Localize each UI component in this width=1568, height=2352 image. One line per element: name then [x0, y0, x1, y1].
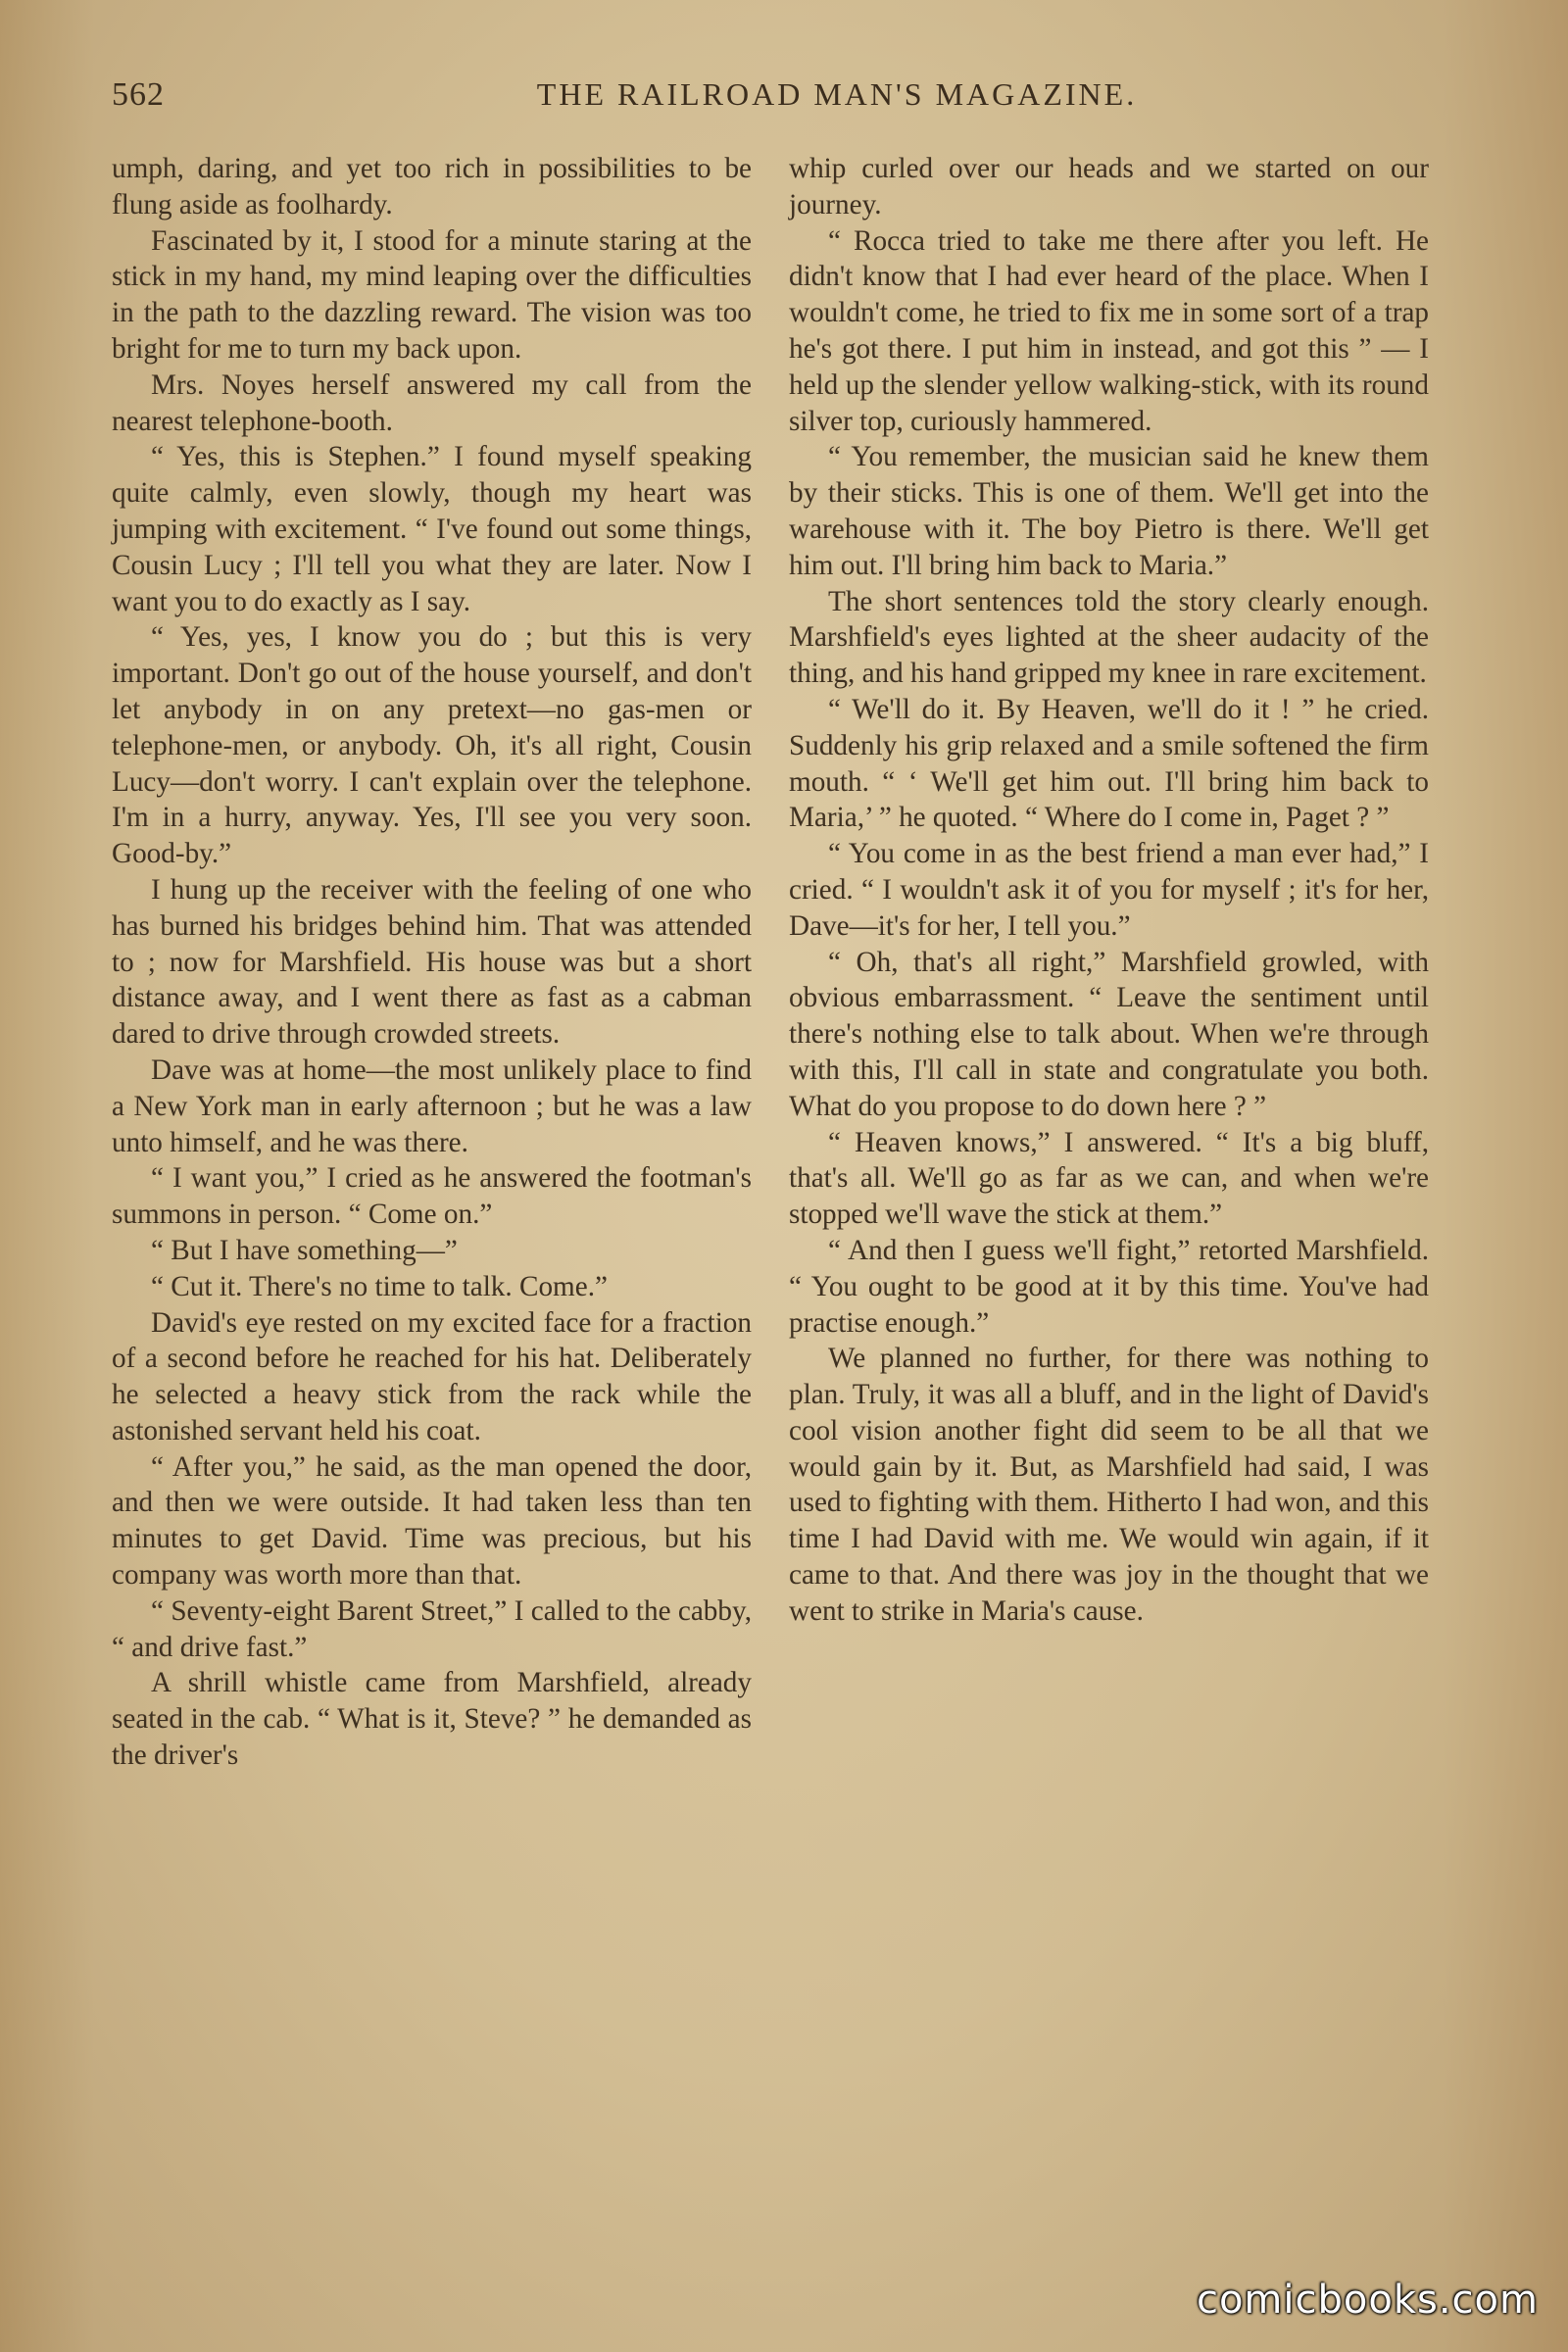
paragraph: Fascinated by it, I stood for a minute staring at the stick in my hand, my mind leaping over the difficulties in the path to the dazzling reward. The vision was too bright for me to turn my back upon.: [112, 224, 752, 365]
paragraph: “ But I have something—”: [151, 1234, 458, 1266]
paragraph: “ I want you,” I cried as he answered the footman's summons in person. “ Come on.”: [112, 1162, 752, 1231]
left-column: [112, 151, 752, 1774]
site-watermark: comicbooks.com: [1196, 2278, 1539, 2323]
paragraph: “ Cut it. There's no time to talk. Come.”: [151, 1270, 608, 1302]
paragraph: umph, daring, and yet too rich in possibilities to be flung aside as foolhardy.: [112, 153, 752, 220]
paragraph: “ After you,” he said, as the man opened the door, and then we were outside. It had taken less than ten minutes to get David. Time was precious, but his company was worth more than that.: [112, 1450, 752, 1592]
page-header: [112, 76, 1425, 125]
paragraph: “ Seventy-eight Barent Street,” I called to the cabby, “ and drive fast.”: [112, 1594, 752, 1663]
paragraph: David's eye rested on my excited face for a fraction of a second before he reached for his hat. Deliberately he selected a heavy stick from the rack while the astonished servant held his coat.: [112, 1306, 752, 1446]
paragraph: whip curled over our heads and we started on our journey.: [789, 153, 1429, 220]
paragraph: Dave was at home—the most unlikely place to find a New York man in early afternoon ; but he was a law unto himself, and he was there.: [112, 1054, 752, 1158]
running-title: THE RAILROAD MAN'S MAGAZINE.: [536, 76, 1138, 112]
paragraph: Mrs. Noyes herself answered my call from the nearest telephone-booth.: [112, 368, 752, 437]
paragraph: “ You come in as the best friend a man ever had,” I cried. “ I wouldn't ask it of you for myself ; it's for her, Dave—it's for her, I tell you.”: [789, 838, 1429, 942]
paragraph: “ Oh, that's all right,” Marshfield growled, with obvious embarrassment. “ Leave the sentiment until there's nothing else to talk about. When we're through with this, I'll call in state and congratulate you both. What do you propose to do down here ? ”: [789, 946, 1429, 1122]
paragraph: “ You remember, the musician said he knew them by their sticks. This is one of them. We'll get into the warehouse with it. The boy Pietro is there. We'll get him out. I'll bring him back to Maria.”: [789, 441, 1429, 581]
paragraph: We planned no further, for there was nothing to plan. Truly, it was all a bluff, and in the light of David's cool vision another fight did seem to be all that we would gain by it. But, as Marshfield had said, I was used to fighting with them. Hitherto I had won, and this time I had David with me. We would win again, if it came to that. And there was joy in the thought that we went to strike in Maria's cause.: [789, 1343, 1429, 1627]
paragraph: “ Yes, yes, I know you do ; but this is very important. Don't go out of the house yourself, and don't let anybody in on any pretext—no gas-men or telephone-men, or anybody. Oh, it's all right, Cousin Lucy—don't worry. I can't explain over the telephone. I'm in a hurry, anyway. Yes, I'll see you very soon. Good-by.”: [112, 621, 752, 870]
paragraph: “ We'll do it. By Heaven, we'll do it ! ” he cried. Suddenly his grip relaxed and a smile softened the firm mouth. “ ‘ We'll get him out. I'll bring him back to Maria,’ ” he quoted. “ Where do I come in, Paget ? ”: [789, 693, 1429, 834]
paragraph: “ Heaven knows,” I answered. “ It's a big bluff, that's all. We'll go as far as we can, and when we're stopped we'll wave the stick at them.”: [789, 1126, 1429, 1231]
right-column: [789, 151, 1429, 1630]
paragraph: “ And then I guess we'll fight,” retorted Marshfield. “ You ought to be good at it by this time. You've had practise enough.”: [789, 1234, 1429, 1339]
paragraph: “ Rocca tried to take me there after you left. He didn't know that I had ever heard of the place. When I wouldn't come, he tried to fix me in some sort of a trap he's got there. I put him in instead, and got this ” — I held up the slender yellow walking-stick, with its round silver top, curiously hammered.: [789, 224, 1429, 437]
paragraph: A shrill whistle came from Marshfield, already seated in the cab. “ What is it, Steve? ” he demanded as the driver's: [112, 1667, 752, 1772]
paragraph: The short sentences told the story clearly enough. Marshfield's eyes lighted at the sheer audacity of the thing, and his hand gripped my knee in rare excitement.: [789, 585, 1429, 690]
paragraph: I hung up the receiver with the feeling of one who has burned his bridges behind him. That was attended to ; now for Marshfield. His house was but a short distance away, and I went there as fast as a cabman dared to drive through crowded streets.: [112, 873, 752, 1051]
page-number: 562: [112, 76, 165, 113]
paragraph: “ Yes, this is Stephen.” I found myself speaking quite calmly, even slowly, though my heart was jumping with excitement. “ I've found out some things, Cousin Lucy ; I'll tell you what they are later. Now I want you to do exactly as I say.: [112, 441, 752, 617]
